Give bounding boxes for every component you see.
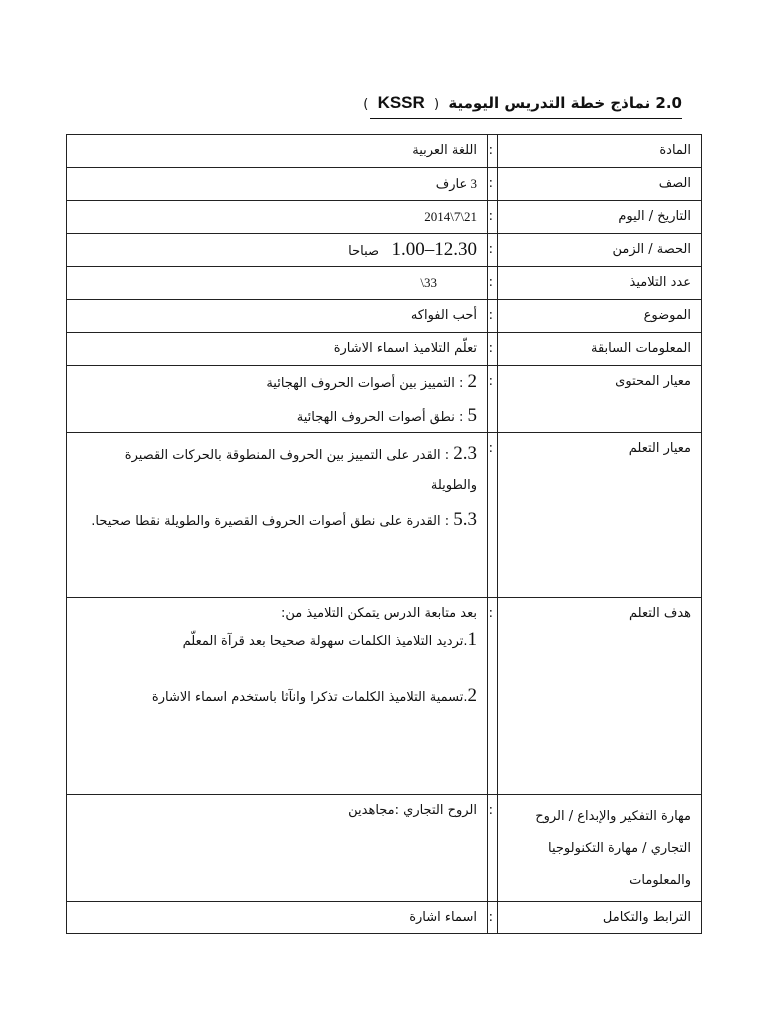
colon: :	[488, 598, 498, 795]
row-class	[67, 168, 702, 201]
value-learning-standard	[67, 433, 488, 598]
value-period	[67, 234, 488, 267]
label-integration: الترابط والتكامل	[498, 902, 702, 934]
students-text: \33	[420, 275, 437, 290]
date-text: 2014\7\21	[424, 209, 477, 224]
learning-standard-item: 2.3 : القدر على التمييز بين الحروف المنطوقة بالحركات القصيرة والطويلة	[124, 443, 477, 493]
colon: :	[488, 267, 498, 300]
row-subject	[67, 135, 702, 168]
row-learning-standard	[67, 433, 702, 598]
row-integration	[67, 902, 702, 934]
colon: :	[488, 795, 498, 902]
row-topic	[67, 300, 702, 333]
period-suffix: صباحا	[348, 244, 380, 259]
colon: :	[488, 201, 498, 234]
objective-item: 1.ترديد التلاميذ الكلمات سهولة صحيحا بعد قرآة المعلّم	[182, 629, 477, 650]
title-prefix: 2.0 نماذج خطة التدريس اليومية	[448, 94, 682, 112]
label-topic: الموضوع	[498, 300, 702, 333]
row-content-standard	[67, 366, 702, 433]
content-standard-item: 5 : نطق أصوات الحروف الهجائية	[296, 405, 477, 426]
colon: :	[488, 168, 498, 201]
label-skills: مهارة التفكير والإبداع / الروح التجاري / مهارة التكنولوجيا والمعلومات	[498, 795, 702, 902]
colon: :	[488, 433, 498, 598]
colon: :	[488, 333, 498, 366]
label-learning-objective: هدف التعلم	[498, 598, 702, 795]
value-students	[67, 267, 488, 300]
learning-standard-item: 5.3 : القدرة على نطق أصوات الحروف القصيرة والطويلة نقطا صحيحا.	[91, 509, 477, 530]
value-content-standard	[67, 366, 488, 433]
colon: :	[488, 902, 498, 934]
row-learning-objective	[67, 598, 702, 795]
paren-open: (	[434, 97, 440, 112]
label-date: التاريخ / اليوم	[498, 201, 702, 234]
value-learning-objective	[67, 598, 488, 795]
label-content-standard: معيار المحتوى	[498, 366, 702, 433]
objective-item: 2.تسمية التلاميذ الكلمات تذكرا وانآثا باستخدم اسماء الاشارة	[151, 685, 477, 706]
kssr-label: KSSR	[377, 93, 425, 112]
colon: :	[488, 300, 498, 333]
value-date	[67, 201, 488, 234]
colon: :	[488, 366, 498, 433]
value-subject: اللغة العربية	[67, 135, 488, 168]
content-standard-item: 2 : التمييز بين أصوات الحروف الهجائية	[266, 371, 477, 392]
label-class: الصف	[498, 168, 702, 201]
value-integration: اسماء اشارة	[67, 902, 488, 934]
label-learning-standard: معيار التعلم	[498, 433, 702, 598]
row-students	[67, 267, 702, 300]
value-class: 3 عارف	[67, 168, 488, 201]
page-title	[363, 92, 682, 119]
objective-intro: بعد متابعة الدرس يتمكن التلاميذ من:	[281, 606, 477, 621]
value-prior: تعلّم التلاميذ اسماء الاشارة	[67, 333, 488, 366]
period-time: 1.00–12.30	[391, 239, 477, 260]
lesson-plan-table	[66, 134, 702, 934]
label-prior: المعلومات السابقة	[498, 333, 702, 366]
value-skills: الروح التجاري :مجاهدين	[67, 795, 488, 902]
row-date	[67, 201, 702, 234]
row-period	[67, 234, 702, 267]
label-subject: المادة	[498, 135, 702, 168]
paren-close: )	[363, 97, 369, 112]
colon: :	[488, 135, 498, 168]
label-students: عدد التلاميذ	[498, 267, 702, 300]
value-topic: أحب الفواكه	[67, 300, 488, 333]
row-prior-knowledge	[67, 333, 702, 366]
row-skills	[67, 795, 702, 902]
label-period: الحصة / الزمن	[498, 234, 702, 267]
colon: :	[488, 234, 498, 267]
